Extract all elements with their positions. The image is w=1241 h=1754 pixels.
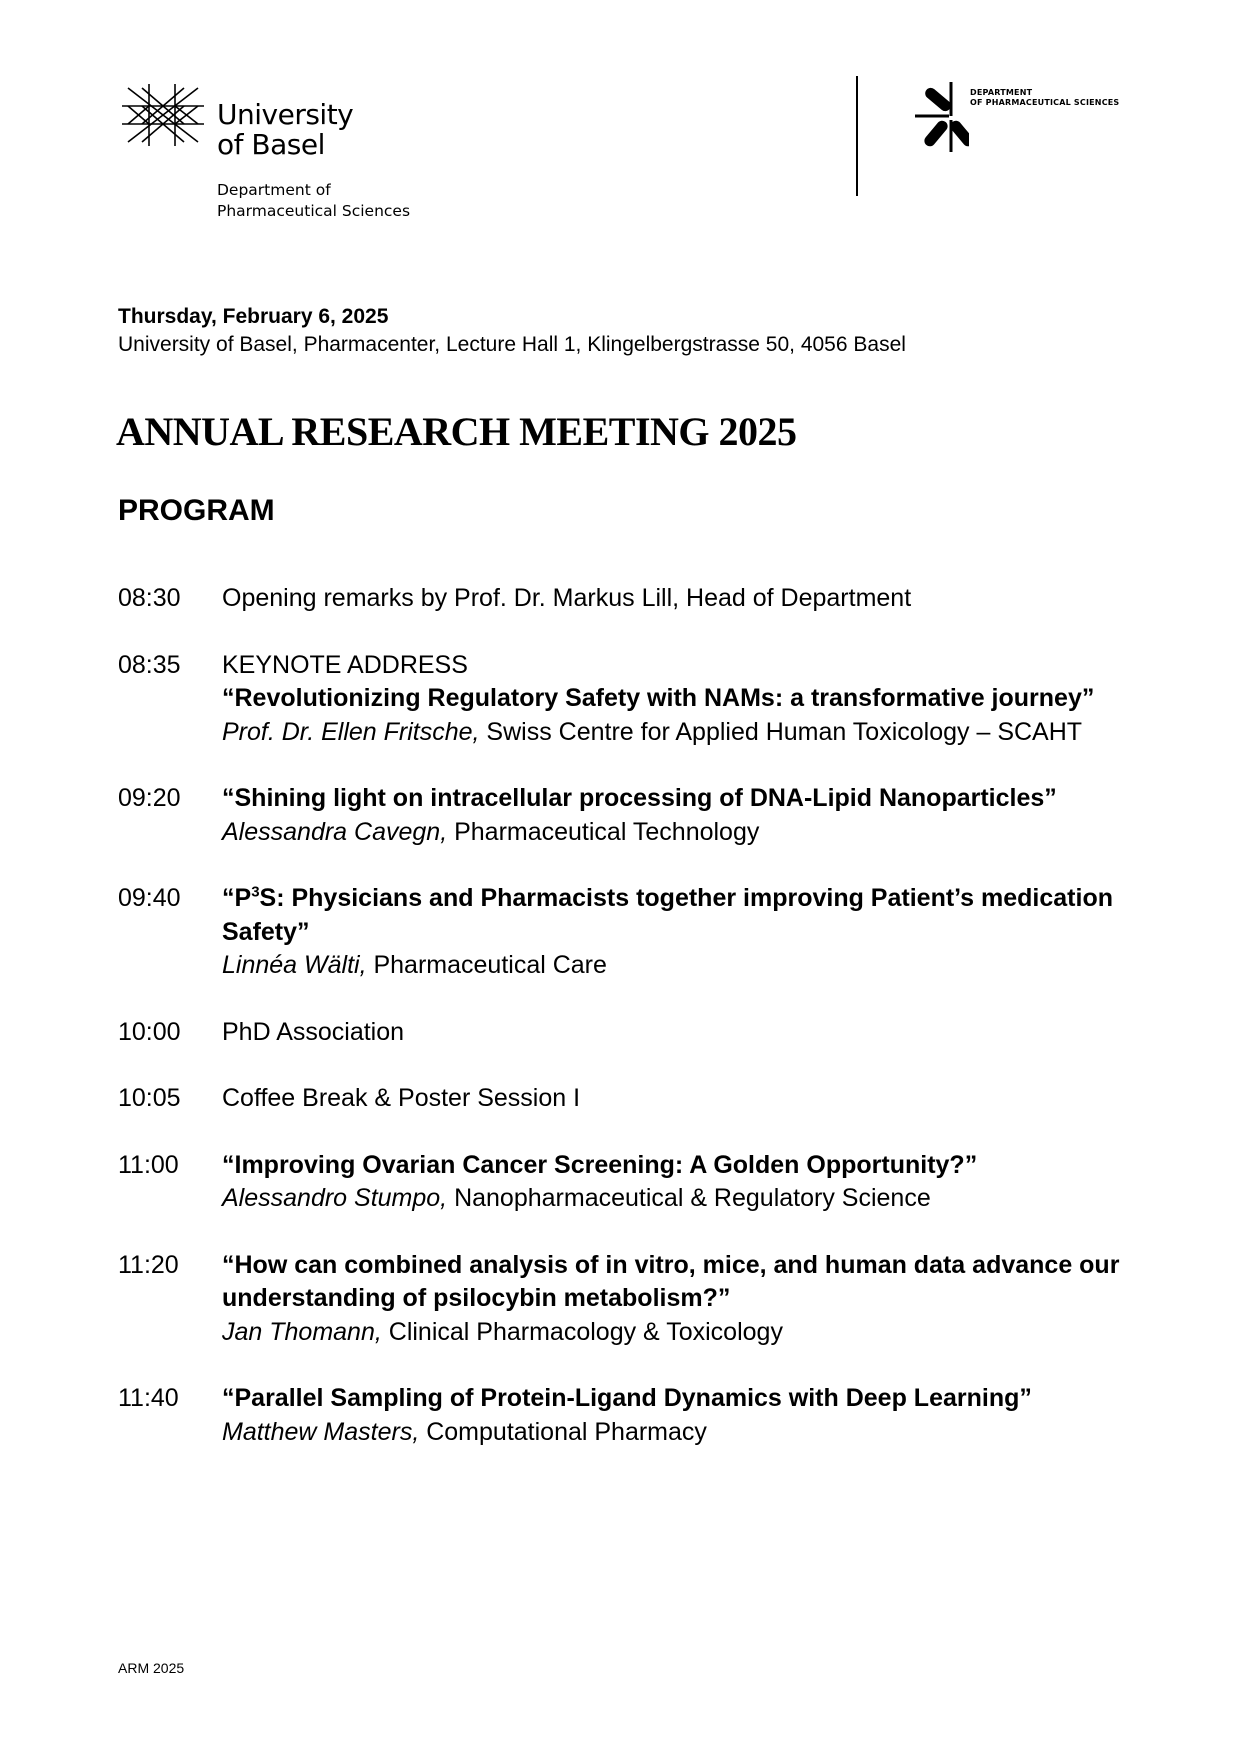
program-item	[118, 882, 1178, 983]
event-date: Thursday, February 6, 2025	[118, 305, 389, 328]
program-item	[118, 1149, 1178, 1216]
talk-title: “Shining light on intracellular processing of DNA-Lipid Nanoparticles”	[222, 784, 1057, 812]
speaker-name: Jan Thomann,	[222, 1317, 382, 1346]
program-time: 08:30	[118, 584, 181, 612]
program-time: 11:00	[118, 1150, 179, 1179]
speaker-line	[222, 716, 1178, 750]
program-item	[118, 582, 1178, 616]
speaker-affiliation: Computational Pharmacy	[419, 1417, 707, 1446]
program-item	[118, 1249, 1178, 1350]
speaker-line	[222, 1182, 1178, 1216]
program-item	[118, 649, 1178, 750]
program-time: 09:40	[118, 884, 181, 912]
talk-superscript: 3	[251, 883, 260, 901]
footer-label: ARM 2025	[118, 1660, 185, 1676]
speaker-name: Prof. Dr. Ellen Fritsche,	[222, 717, 480, 746]
talk-title: “How can combined analysis of in vitro, mice, and human data advance our understanding of psilocybin metabolism?”	[222, 1250, 1120, 1312]
university-of-basel-logo-icon	[122, 82, 204, 153]
speaker-line	[222, 949, 1178, 983]
program-item	[118, 1082, 1178, 1116]
keynote-label: KEYNOTE ADDRESS	[222, 650, 468, 679]
program-text: Coffee Break & Poster Session I	[222, 1084, 581, 1112]
speaker-name: Alessandro Stumpo,	[222, 1184, 448, 1212]
right-dept-line2: OF PHARMACEUTICAL SCIENCES	[970, 98, 1120, 107]
program-time: 08:35	[118, 650, 181, 679]
speaker-affiliation: Pharmaceutical Care	[366, 951, 607, 979]
speaker-line	[222, 1416, 1178, 1450]
program-item	[118, 1016, 1178, 1050]
talk-rest: S: Physicians and Pharmacists together improving Patient’s medication Safety”	[222, 884, 1113, 946]
talk-prefix: “P	[222, 884, 252, 912]
speaker-affiliation: Swiss Centre for Applied Human Toxicology – SCAHT	[479, 717, 1083, 746]
pharmaceutical-sciences-pills-icon	[915, 80, 969, 157]
department-line2: Pharmaceutical Sciences	[217, 202, 411, 220]
speaker-affiliation: Pharmaceutical Technology	[447, 817, 760, 846]
program-time: 11:40	[118, 1384, 179, 1412]
speaker-name: Matthew Masters,	[222, 1417, 420, 1446]
section-heading: PROGRAM	[118, 494, 275, 527]
talk-title: “Parallel Sampling of Protein-Ligand Dynamics with Deep Learning”	[222, 1384, 1032, 1412]
right-department-label	[970, 88, 1119, 108]
talk-title: “Revolutionizing Regulatory Safety with NAMs: a transformative journey”	[222, 684, 1095, 712]
page-title: ANNUAL RESEARCH MEETING 2025	[116, 409, 797, 454]
program-item	[118, 1382, 1178, 1449]
program-time: 10:05	[118, 1084, 181, 1112]
right-dept-line1: DEPARTMENT	[970, 88, 1033, 97]
department-line1: Department of	[217, 181, 331, 199]
speaker-affiliation: Nanopharmaceutical & Regulatory Science	[447, 1184, 931, 1212]
header-divider	[856, 76, 858, 196]
talk-title: “Improving Ovarian Cancer Screening: A Golden Opportunity?”	[222, 1150, 978, 1179]
university-name	[217, 100, 353, 160]
program-time: 11:20	[118, 1250, 179, 1279]
talk-title	[222, 882, 1178, 949]
program-list	[118, 582, 1178, 1449]
program-time: 09:20	[118, 784, 181, 812]
event-venue: University of Basel, Pharmacenter, Lecture Hall 1, Klingelbergstrasse 50, 4056 Basel	[118, 333, 906, 356]
university-name-line1: University	[217, 98, 354, 131]
program-item	[118, 782, 1178, 849]
speaker-name: Linnéa Wälti,	[222, 951, 367, 979]
program-text: PhD Association	[222, 1017, 405, 1046]
university-name-line2: of Basel	[217, 128, 325, 161]
speaker-line	[222, 816, 1178, 850]
speaker-line	[222, 1316, 1178, 1350]
program-time: 10:00	[118, 1017, 181, 1046]
speaker-name: Alessandra Cavegn,	[222, 817, 448, 846]
department-subtitle	[217, 180, 410, 222]
speaker-affiliation: Clinical Pharmacology & Toxicology	[381, 1317, 783, 1346]
program-text: Opening remarks by Prof. Dr. Markus Lill, Head of Department	[222, 584, 912, 612]
